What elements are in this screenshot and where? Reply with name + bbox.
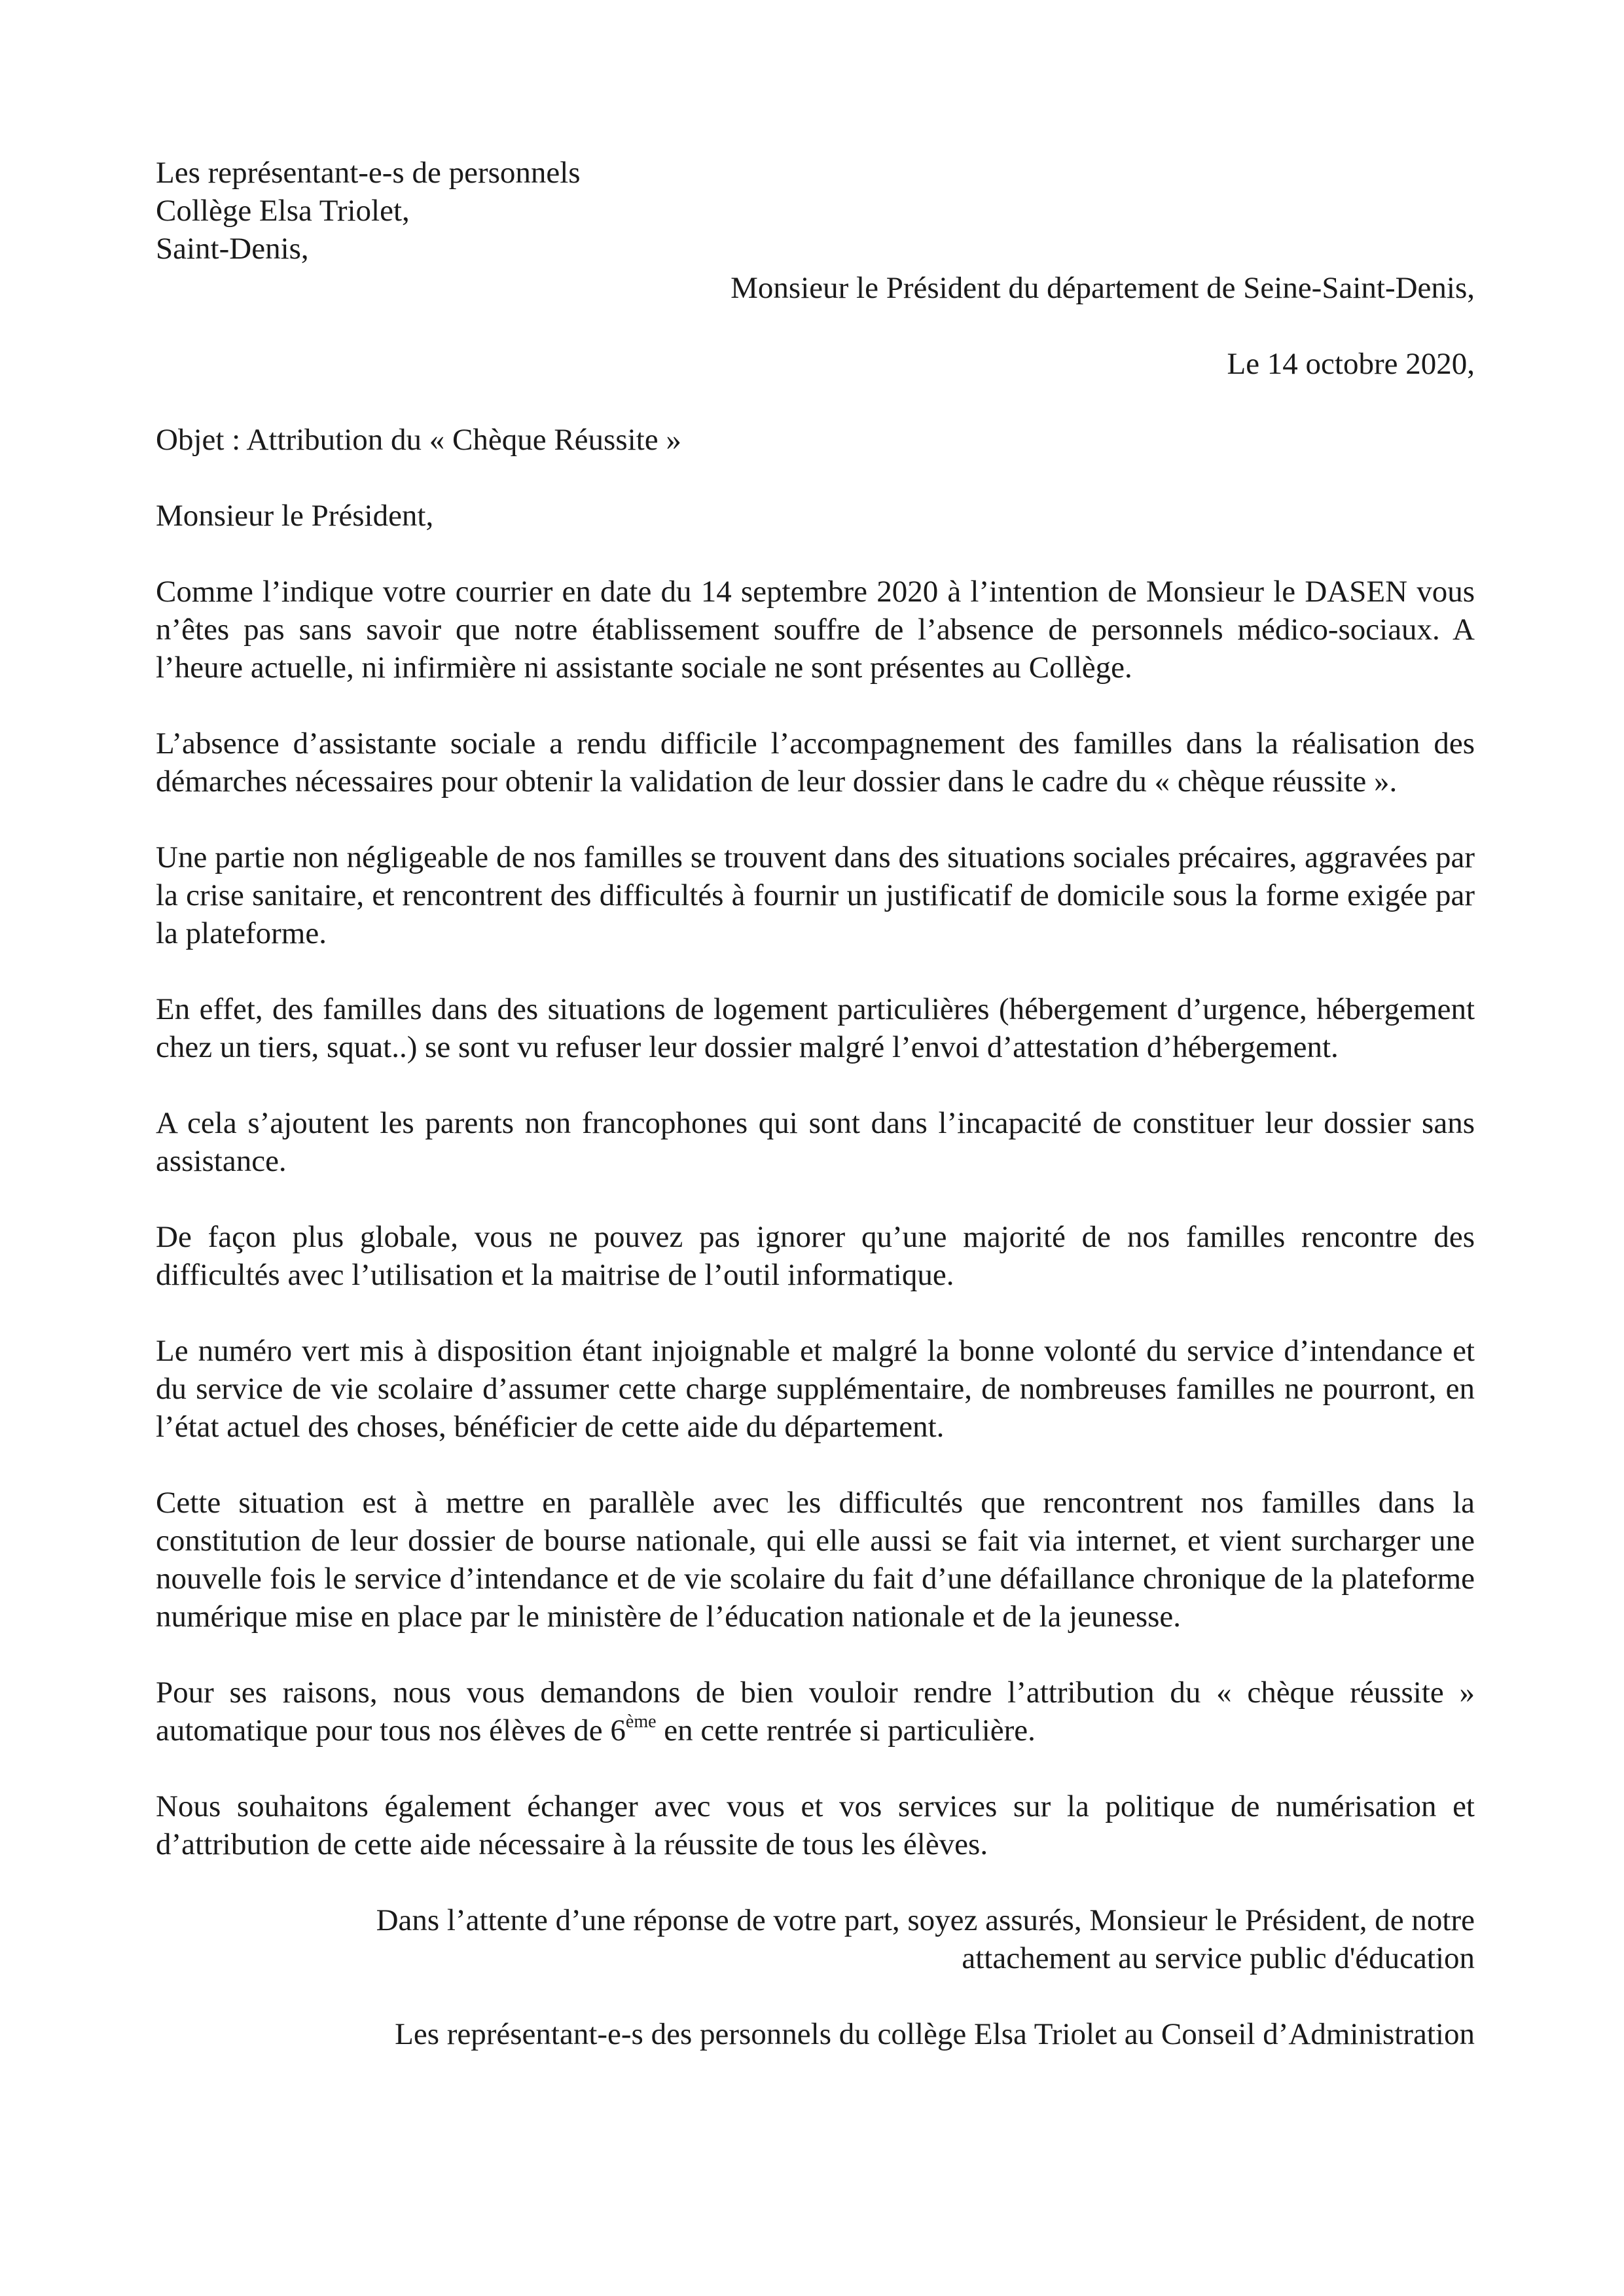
letter-page [156,154,1475,2053]
sender-line-2: Collège Elsa Triolet, [156,194,410,228]
paragraph-9-text-start: Pour ses raisons, nous vous demandons de bien vouloir rendre l’attribution du « chèque réussite » automatique pour tous nos élèves de 6 [156,1676,1475,1748]
paragraph-8: Cette situation est à mettre en parallèle avec les difficultés que rencontrent nos familles dans la constitution de leur dossier de bourse nationale, qui elle aussi se fait via internet, et vient surcharger une nouvelle fois le service d’intendance et de vie scolaire du fait d’une défaillance chronique de la plateforme numérique mise en place par le ministère de l’éducation nationale et de la jeunesse. [156,1486,1475,1634]
paragraph-10: Nous souhaitons également échanger avec vous et vos services sur la politique de numérisation et d’attribution de cette aide nécessaire à la réussite de tous les élèves. [156,1789,1475,1861]
ordinal-superscript: ème [625,1712,657,1732]
paragraph-5: A cela s’ajoutent les parents non francophones qui sont dans l’incapacité de constituer leur dossier sans assistance. [156,1106,1475,1178]
paragraph-4: En effet, des familles dans des situations de logement particulières (hébergement d’urgence, hébergement chez un tiers, squat..) se sont vu refuser leur dossier malgré l’envoi d’attestation d’hébergement. [156,992,1475,1064]
letter-subject: Objet : Attribution du « Chèque Réussite » [156,423,681,457]
closing-block [156,1901,1475,1977]
salutation: Monsieur le Président, [156,499,434,533]
paragraph-1: Comme l’indique votre courrier en date du 14 septembre 2020 à l’intention de Monsieur le DASEN vous n’êtes pas sans savoir que notre établissement souffre de l’absence de personnels médico-sociaux. A l’heure actuelle, ni infirmière ni assistante sociale ne sont présentes au Collège. [156,575,1475,685]
paragraph-3: Une partie non négligeable de nos familles se trouvent dans des situations sociales précaires, aggravées par la crise sanitaire, et rencontrent des difficultés à fournir un justificatif de domicile sous la forme exigée par la plateforme. [156,840,1475,950]
sender-block [156,154,1475,268]
paragraph-7: Le numéro vert mis à disposition étant injoignable et malgré la bonne volonté du service d’intendance et du service de vie scolaire d’assumer cette charge supplémentaire, de nombreuses familles ne pourront, en l’état actuel des choses, bénéficier de cette aide du département. [156,1334,1475,1444]
closing-line-2: attachement au service public d'éducation [962,1941,1475,1975]
paragraph-9-text-end: en cette rentrée si particulière. [656,1713,1036,1748]
paragraph-6: De façon plus globale, vous ne pouvez pas ignorer qu’une majorité de nos familles rencontre des difficultés avec l’utilisation et la maitrise de l’outil informatique. [156,1220,1475,1292]
sender-line-1: Les représentant-e-s de personnels [156,156,581,190]
paragraph-9 [156,1674,1475,1749]
letter-date: Le 14 octobre 2020, [1227,347,1475,381]
sender-line-3: Saint-Denis, [156,232,309,266]
closing-line-1: Dans l’attente d’une réponse de votre part, soyez assurés, Monsieur le Président, de notre [376,1903,1475,1937]
paragraph-2: L’absence d’assistante sociale a rendu difficile l’accompagnement des familles dans la réalisation des démarches nécessaires pour obtenir la validation de leur dossier dans le cadre du « chèque réussite ». [156,726,1475,798]
recipient-line: Monsieur le Président du département de Seine-Saint-Denis, [731,271,1475,305]
signature-line: Les représentant-e-s des personnels du collège Elsa Triolet au Conseil d’Administration [395,2017,1475,2051]
